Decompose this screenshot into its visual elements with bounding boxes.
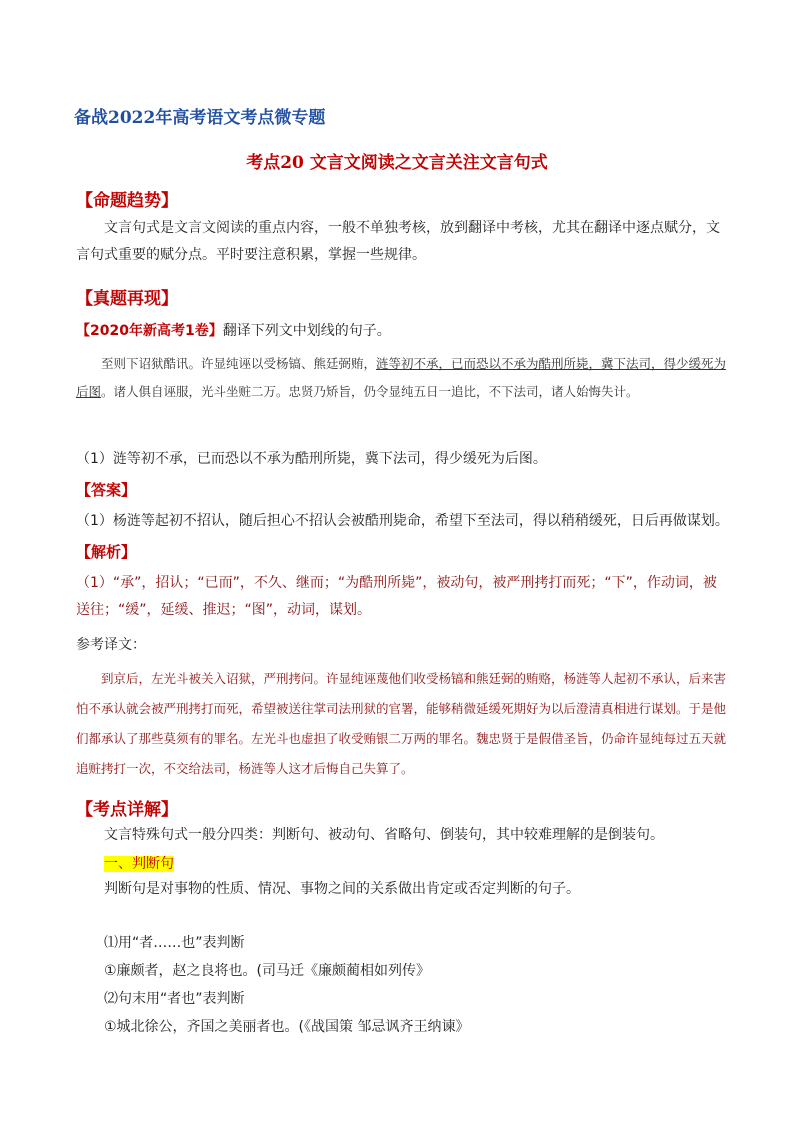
analysis-text: （1）“承”，招认；“已而”，不久、继而；“为酷刑所毙”，被动句，被严刑拷打而死；“下”，作动词，被送往；“缓”，延缓、推迟；“图”，动词，谋划。 [76, 575, 717, 618]
exam-passage [76, 350, 731, 406]
exam-source: 【2020年新高考1卷】 [76, 323, 223, 339]
passage-part-a: 至则下诏狱酷讯。许显纯诬以受杨镐、熊廷弼贿， [101, 356, 377, 371]
exam-source-line [76, 320, 391, 340]
detail-intro: 文言特殊句式一般分四类：判断句、被动句、省略句、倒装句，其中较难理解的是倒装句。 [104, 827, 664, 843]
example-2: ①城北徐公，齐国之美丽者也。(《战国策 邹忌讽齐王纳谏》 [104, 1019, 470, 1035]
reference-heading: 参考译文： [76, 637, 146, 653]
section-trend-heading: 【命题趋势】 [76, 191, 178, 211]
exam-question: （1）涟等初不承，已而恐以不承为酷刑所毙，冀下法司，得少缓死为后图。 [76, 451, 547, 467]
rule-1: ⑴用“者……也”表判断 [104, 935, 245, 951]
passage-part-b: 。诸人俱自诬服，光斗坐赃二万。忠贤乃矫旨，仍令显纯五日一追比，不下法司，诸人始悔失计。 [101, 384, 639, 399]
answer-heading: 【答案】 [76, 481, 137, 499]
exam-prompt: 翻译下列文中划线的句子。 [222, 323, 391, 339]
answer-text: （1）杨涟等起初不招认，随后担心不招认会被酷刑毙命，希望下至法司，得以稍稍缓死，日后再做谋划。 [76, 513, 729, 529]
subheading-judgment [104, 853, 174, 873]
trend-paragraph: 文言句式是文言文阅读的重点内容，一般不单独考核，放到翻译中考核，尤其在翻译中逐点赋分，文言句式重要的赋分点。平时要注意积累，掌握一些规律。 [76, 220, 720, 263]
page-title: 考点20 文言文阅读之文言关注文言句式 [246, 153, 548, 173]
example-1: ①廉颇者，赵之良将也。(司马迁《廉颇蔺相如列传》 [104, 963, 431, 979]
judgment-definition: 判断句是对事物的性质、情况、事物之间的关系做出肯定或否定判断的句子。 [104, 881, 580, 897]
passage-underlined: 涟等初不承，已而恐以不承为酷刑所毙，冀下法司，得少缓死为后图 [76, 356, 727, 399]
rule-2: ⑵句末用“者也”表判断 [104, 991, 245, 1007]
section-detail-heading: 【考点详解】 [76, 800, 178, 820]
analysis-heading: 【解析】 [76, 543, 137, 561]
section-real-heading: 【真题再现】 [76, 289, 178, 309]
reference-translation: 到京后，左光斗被关入诏狱，严刑拷问。许显纯诬蔑他们收受杨镐和熊廷弼的贿赂，杨涟等人起初不承认，后来害怕不承认就会被严刑拷打而死，希望被送往掌司法刑狱的官署，能够稍微延缓死期好为以后澄清真相进行谋划。于是他们都承认了那些莫须有的罪名。左光斗也虚担了收受贿银二万两的罪名。魏忠贤于是假借圣旨，仍命许显纯每过五天就追赃拷打一次，不交给法司，杨涟等人这才后悔自己失算了。 [76, 671, 727, 776]
series-title: 备战2022年高考语文考点微专题 [74, 108, 326, 128]
subheading-judgment-label: 一、判断句 [104, 856, 174, 872]
